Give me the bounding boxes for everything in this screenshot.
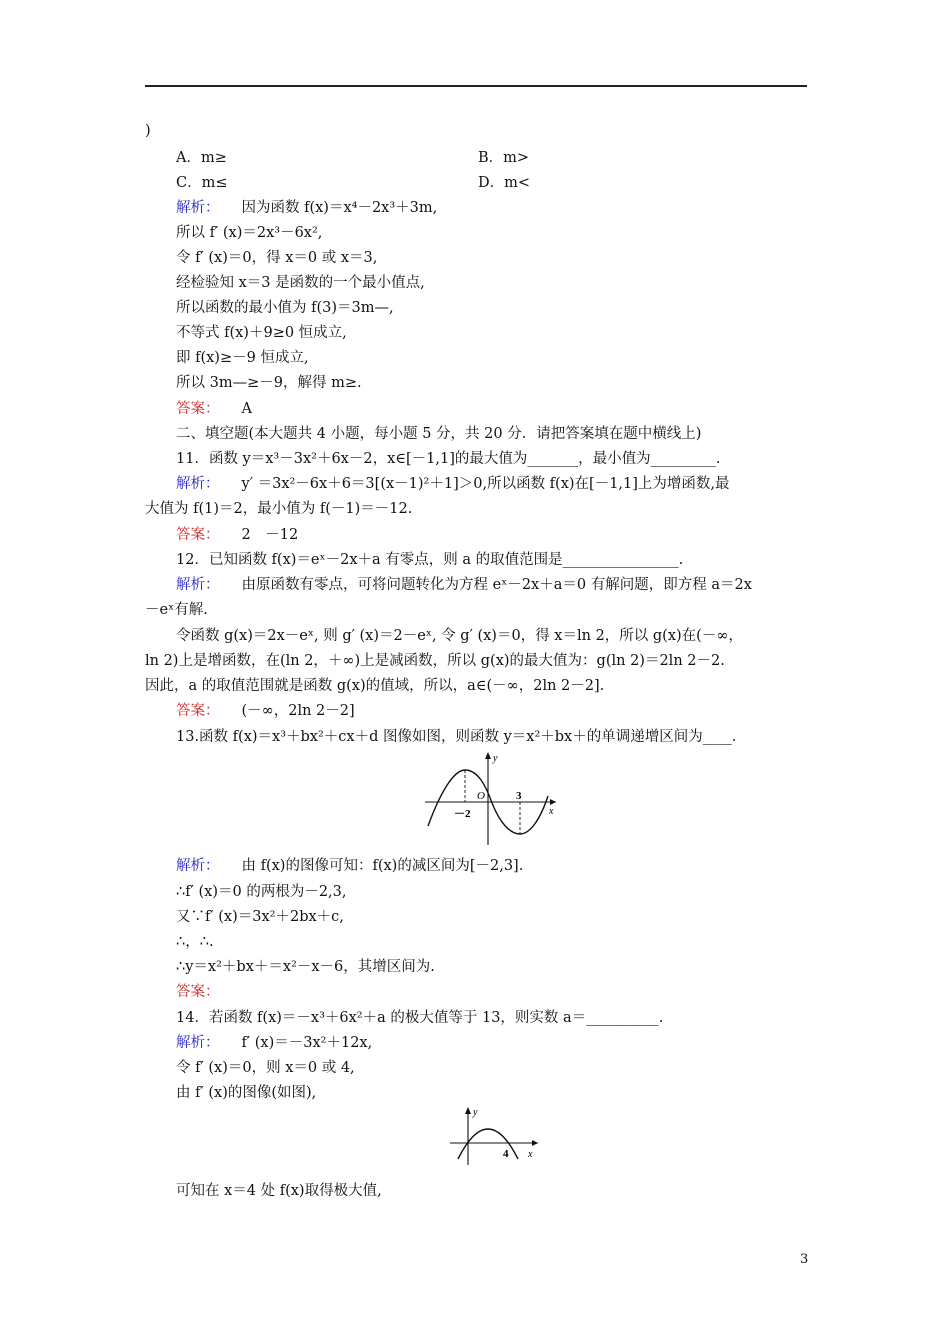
solution-label: 解析： [176, 858, 220, 874]
page-number: 3 [800, 1252, 809, 1267]
fig-label-x: x [528, 1149, 533, 1160]
q10-option-d: D．m< [478, 175, 531, 191]
y-axis-arrow [485, 752, 491, 759]
x-axis-arrow [550, 799, 556, 805]
cubic-graph-figure [420, 748, 560, 848]
fig-label-y: y [493, 753, 498, 764]
solution-line: 由 f(x)的图像可知：f(x)的减区间为[－2,3]. [241, 858, 524, 874]
solution-line: －eˣ有解. [145, 602, 208, 618]
solution-line: 即 f(x)≥－9 恒成立, [176, 350, 309, 366]
solution-line: 令函数 g(x)＝2x－eˣ, 则 g′ (x)＝2－eˣ, 令 g′ (x)＝0，得 x＝ln 2，所以 g(x)在(－∞， [176, 628, 743, 644]
solution-line: ∴y＝x²＋bx＋＝x²－x－6，其增区间为. [176, 959, 435, 975]
fig-label-4: 4 [503, 1148, 509, 1160]
solution-line: 因此，a 的取值范围就是函数 g(x)的值域，所以，a∈(－∞，2ln 2－2]. [145, 678, 605, 694]
answer-label: 答案： [176, 703, 220, 719]
x-axis-arrow [532, 1140, 538, 1146]
q12-solution [176, 575, 752, 595]
solution-line: 因为函数 f(x)＝x⁴－2x³＋3m, [241, 200, 438, 216]
answer-value: 2 －12 [241, 527, 299, 543]
fig-label-3: 3 [516, 790, 522, 802]
q10-option-a: A．m≥ [176, 150, 227, 166]
solution-line: 由原函数有零点，可将问题转化为方程 eˣ－2x＋a＝0 有解问题，即方程 a＝2x [241, 577, 752, 593]
fig-label-origin: O [477, 790, 485, 802]
solution-line: 经检验知 x＝3 是函数的一个最小值点, [176, 275, 425, 291]
q11-stem: 11．函数 y＝x³－3x²＋6x－2，x∈[－1,1]的最大值为_______，最小值为_________. [176, 451, 721, 467]
solution-label: 解析： [176, 200, 220, 216]
solution-line: 不等式 f(x)＋9≥0 恒成立, [176, 325, 347, 341]
q13-stem: 13.函数 f(x)＝x³＋bx²＋cx＋d 图像如图，则函数 y＝x²＋bx＋的单调递增区间为____. [176, 729, 737, 745]
section-heading: 二、填空题(本大题共 4 小题，每小题 5 分，共 20 分．请把答案填在题中横线上) [176, 426, 702, 442]
fig-label-minus-2: －2 [454, 808, 471, 820]
q11-answer [176, 525, 298, 545]
q12-answer [176, 701, 355, 721]
solution-line: 由 f′ (x)的图像(如图), [176, 1085, 317, 1101]
solution-line: ∴，∴. [176, 934, 214, 950]
q14-stem: 14．若函数 f(x)＝－x³＋6x²＋a 的极大值等于 13，则实数 a＝__________. [176, 1010, 664, 1026]
y-axis-arrow [465, 1107, 471, 1114]
answer-value: (－∞，2ln 2－2] [241, 703, 355, 719]
answer-value: A [241, 401, 252, 417]
solution-line: 令 f′ (x)＝0，得 x＝0 或 x＝3, [176, 250, 378, 266]
solution-line: 令 f′ (x)＝0，则 x＝0 或 4, [176, 1060, 355, 1076]
fig-label-x: x [549, 806, 554, 817]
solution-line: 所以函数的最小值为 f(3)＝3m—, [176, 300, 394, 316]
solution-label: 解析： [176, 577, 220, 593]
solution-line: 又∵f′ (x)＝3x²＋2bx＋c, [176, 909, 344, 925]
q10-option-c: C．m≤ [176, 175, 228, 191]
q10-tail: ) [145, 123, 151, 139]
q13-solution [176, 856, 523, 876]
q11-solution [176, 474, 730, 494]
header-rule [145, 85, 807, 87]
parabola-graph-figure [448, 1103, 543, 1168]
q10-option-b: B．m> [478, 150, 530, 166]
solution-line: 大值为 f(1)＝2，最小值为 f(－1)＝－12. [145, 501, 413, 517]
solution-line: f′ (x)＝－3x²＋12x, [241, 1035, 373, 1051]
solution-line: 可知在 x＝4 处 f(x)取得极大值, [176, 1183, 382, 1199]
answer-label: 答案： [176, 527, 220, 543]
solution-line: ln 2)上是增函数，在(ln 2，＋∞)上是减函数，所以 g(x)的最大值为：g(ln 2)＝2ln 2－2. [145, 653, 725, 669]
q12-stem: 12．已知函数 f(x)＝eˣ－2x＋a 有零点，则 a 的取值范围是________________. [176, 552, 684, 568]
solution-line: ∴f′ (x)＝0 的两根为－2,3, [176, 884, 347, 900]
solution-label: 解析： [176, 476, 220, 492]
q13-answer-label: 答案： [176, 984, 220, 1000]
answer-label: 答案： [176, 401, 220, 417]
q10-answer [176, 399, 252, 419]
fig-label-y: y [473, 1107, 478, 1118]
solution-line: 所以 3m—≥－9，解得 m≥. [176, 375, 362, 391]
solution-label: 解析： [176, 1035, 220, 1051]
q14-solution [176, 1033, 372, 1053]
solution-line: y′ ＝3x²－6x＋6＝3[(x－1)²＋1]＞0,所以函数 f(x)在[－1,1]上为增函数,最 [241, 476, 730, 492]
solution-line: 所以 f′ (x)＝2x³－6x², [176, 225, 323, 241]
parabola-curve [458, 1129, 518, 1159]
q10-solution [176, 198, 437, 218]
